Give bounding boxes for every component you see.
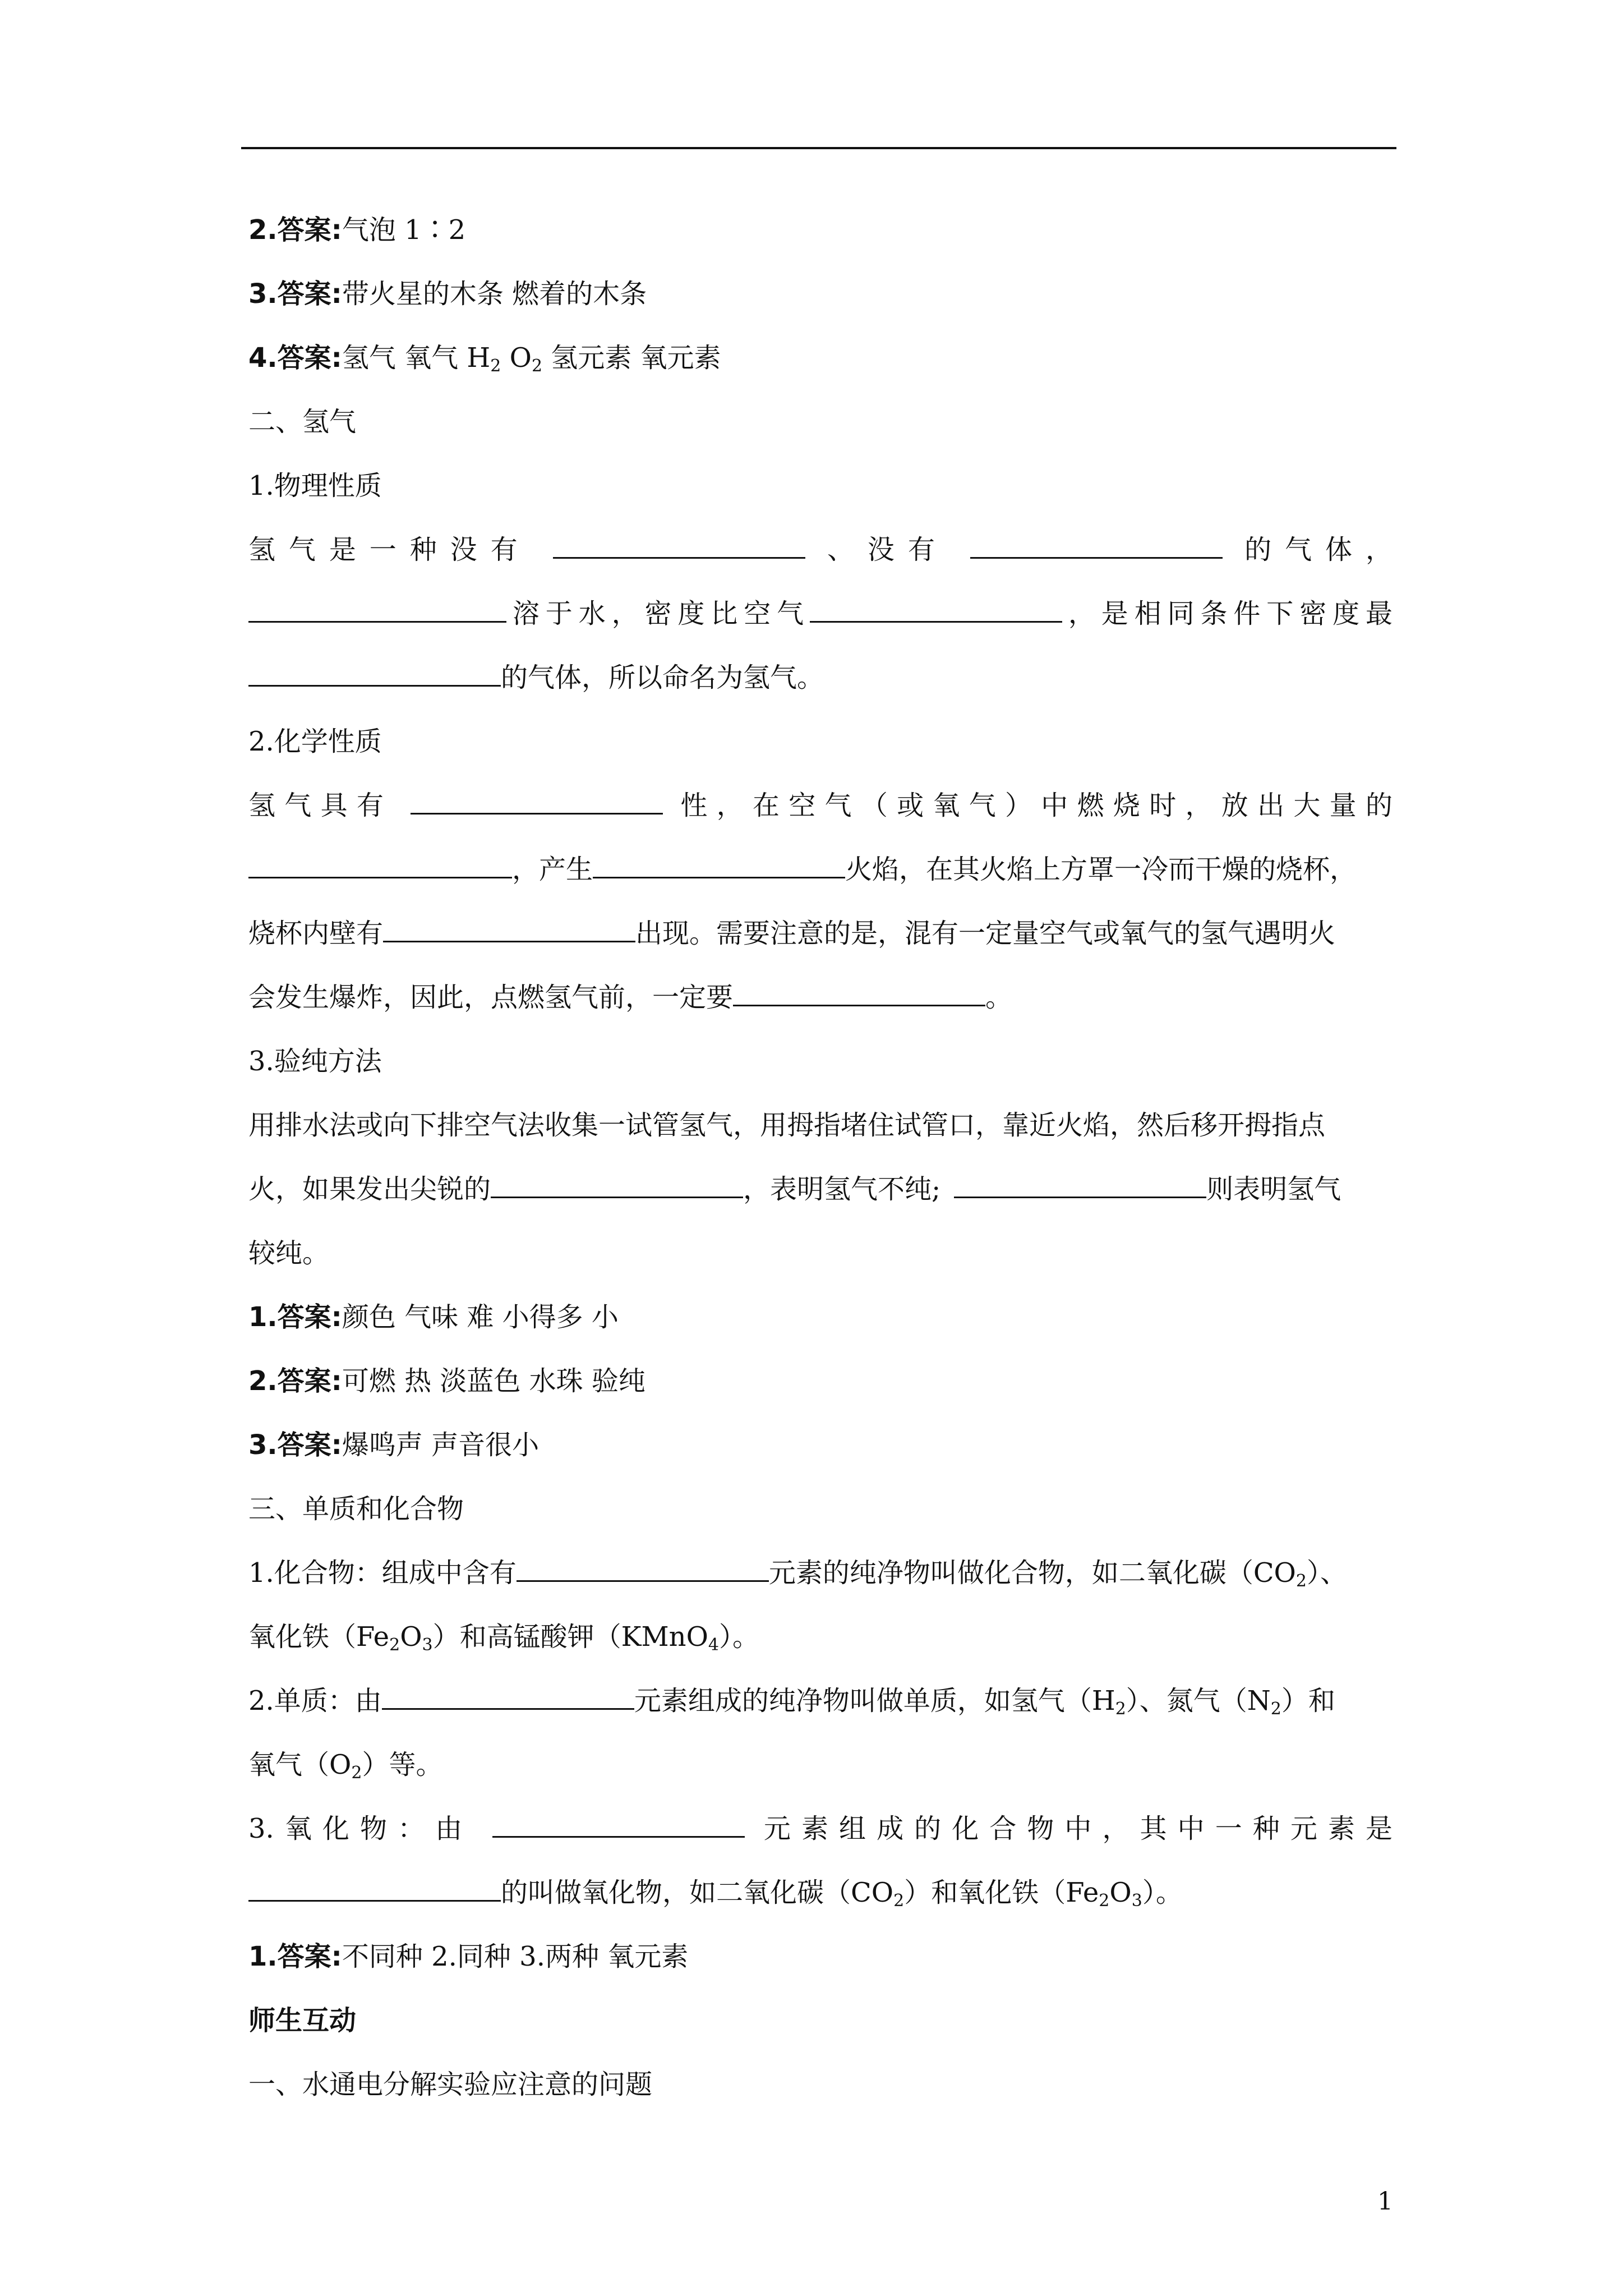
- text-span: 氢气具有: [248, 790, 393, 821]
- text-span: ）等。: [362, 1749, 443, 1780]
- text-span: ）。: [1142, 1877, 1183, 1908]
- fill-blank: [248, 597, 506, 623]
- section-heading: 一、水通电分解实验应注意的问题: [248, 2069, 653, 2100]
- paragraph-line: [248, 1684, 1393, 1718]
- fill-blank: [383, 917, 635, 942]
- page-number: 1: [1377, 2187, 1393, 2216]
- text-span: 氢气是一种没有: [248, 534, 531, 565]
- text-span: 则表明氢气: [1206, 1174, 1341, 1205]
- text-span: 的气体，所以命名为氢气。: [501, 662, 824, 693]
- text-span: ，产生: [512, 854, 593, 885]
- fill-blank: [593, 853, 845, 878]
- text-span: 会发生爆炸，因此，点燃氢气前，一定要: [248, 982, 734, 1013]
- text-span: 3.氧化物：由: [248, 1813, 473, 1844]
- answer-line: [248, 213, 1393, 247]
- text-span: 4.答案:: [248, 342, 342, 374]
- fill-blank: [492, 1812, 745, 1838]
- paragraph-line: [248, 1172, 1393, 1206]
- text-span: 1.答案:: [248, 1941, 342, 1972]
- text-span: ）、: [1307, 1557, 1348, 1589]
- text-span: 2.答案:: [248, 1365, 342, 1397]
- text-span: 2: [1295, 1571, 1307, 1591]
- text-span: ）。: [719, 1621, 760, 1653]
- subsection-heading: 3.验纯方法: [248, 1046, 382, 1077]
- text-span: ）和氧化铁（Fe: [904, 1877, 1099, 1908]
- paragraph-line: [248, 1812, 1393, 1846]
- text-span: 2.单质：由: [248, 1685, 382, 1717]
- text-span: 氢气 氧气 H: [342, 342, 491, 374]
- fill-blank: [517, 1557, 769, 1582]
- fill-blank: [733, 981, 985, 1006]
- text-span: 2: [1270, 1699, 1281, 1719]
- text-span: 烧杯内壁有: [248, 918, 384, 949]
- text-span: 、没有: [827, 534, 948, 565]
- section-heading: 三、单质和化合物: [248, 1493, 464, 1525]
- paragraph-line: [248, 1748, 1393, 1782]
- text-span: 3: [1131, 1891, 1142, 1911]
- subsection-heading: 1.物理性质: [248, 470, 382, 501]
- text-span: 可燃 热 淡蓝色 水珠 验纯: [342, 1365, 645, 1397]
- text-span: 火焰，在其火焰上方罩一冷而干燥的烧杯，: [845, 854, 1357, 885]
- text-span: ）和: [1281, 1685, 1335, 1717]
- text-span: 氢元素 氧元素: [542, 342, 721, 374]
- text-span: ）和高锰酸钾（KMnO: [432, 1621, 708, 1653]
- text-span: 带火星的木条 燃着的木条: [342, 278, 647, 310]
- text-span: 元素的纯净物叫做化合物，如二氧化碳（CO: [768, 1557, 1296, 1589]
- answer-line: [248, 1940, 1393, 1973]
- paragraph-line: [248, 853, 1393, 886]
- paragraph-line: 较纯。: [248, 1237, 330, 1269]
- fill-blank: [810, 597, 1062, 623]
- text-span: 。: [985, 982, 1013, 1013]
- fill-blank: [970, 533, 1223, 559]
- text-span: 氧化铁（Fe: [248, 1621, 390, 1653]
- text-span: 2: [389, 1635, 400, 1655]
- text-span: 颜色 气味 难 小得多 小: [342, 1301, 619, 1333]
- subsection-heading: 2.化学性质: [248, 726, 382, 757]
- answer-line: [248, 1364, 1393, 1398]
- text-span: 3: [422, 1635, 433, 1655]
- text-span: 溶于水，密度比空气: [506, 598, 810, 629]
- answer-line: [248, 1300, 1393, 1334]
- text-span: 2: [490, 356, 501, 376]
- fill-blank: [553, 533, 805, 559]
- fill-blank: [954, 1173, 1206, 1198]
- text-span: 2.答案:: [248, 214, 342, 246]
- section-heading: 师生互动: [248, 2005, 357, 2036]
- paragraph-line: [248, 981, 1393, 1014]
- section-heading: 二、氢气: [248, 406, 357, 438]
- text-span: 爆鸣声 声音很小: [342, 1429, 540, 1461]
- paragraph-line: [248, 1876, 1393, 1910]
- text-span: 2: [893, 1891, 905, 1911]
- fill-blank: [411, 789, 663, 815]
- text-span: 2: [531, 356, 543, 376]
- text-span: 元素组成的化合物中，其中一种元素是: [763, 1813, 1393, 1844]
- paragraph-line: [248, 1620, 1393, 1654]
- text-span: 4: [708, 1635, 720, 1655]
- text-span: 氧气（O: [248, 1749, 352, 1780]
- text-span: 不同种 2.同种 3.两种 氧元素: [342, 1941, 689, 1972]
- text-span: O: [400, 1621, 422, 1653]
- text-span: 3.答案:: [248, 278, 342, 310]
- answer-line: [248, 1428, 1393, 1462]
- text-span: O: [1109, 1877, 1132, 1908]
- answer-line: [248, 277, 1393, 311]
- paragraph-line: 用排水法或向下排空气法收集一试管氢气，用拇指堵住试管口，靠近火焰，然后移开拇指点: [248, 1110, 1326, 1141]
- text-span: 2: [1115, 1699, 1126, 1719]
- text-span: 2: [1099, 1891, 1110, 1911]
- text-span: 1.化合物：组成中含有: [248, 1557, 517, 1589]
- paragraph-line: [248, 597, 1393, 631]
- paragraph-line: [248, 533, 1393, 567]
- fill-blank: [248, 661, 501, 687]
- text-span: 的气体，: [1244, 534, 1393, 565]
- paragraph-line: [248, 789, 1393, 822]
- paragraph-line: [248, 661, 1393, 694]
- text-span: 火，如果发出尖锐的: [248, 1174, 491, 1205]
- text-span: 出现。需要注意的是，混有一定量空气或氧气的氢气遇明火: [635, 918, 1336, 949]
- answer-line: [248, 341, 1393, 375]
- paragraph-line: [248, 1556, 1393, 1590]
- text-span: 的叫做氧化物，如二氧化碳（CO: [501, 1877, 894, 1908]
- fill-blank: [382, 1685, 634, 1710]
- text-span: 元素组成的纯净物叫做单质，如氢气（H: [634, 1685, 1115, 1717]
- fill-blank: [248, 1876, 501, 1902]
- text-span: 3.答案:: [248, 1429, 342, 1461]
- paragraph-line: [248, 917, 1393, 950]
- text-span: O: [501, 342, 532, 374]
- fill-blank: [491, 1173, 743, 1198]
- text-span: ，表明氢气不纯;: [743, 1174, 941, 1205]
- text-span: 性，在空气（或氧气）中燃烧时，放出大量的: [680, 790, 1393, 821]
- text-span: ，是相同条件下密度最: [1062, 598, 1393, 629]
- text-span: 气泡 1∶2: [342, 214, 466, 246]
- text-span: 1.答案:: [248, 1301, 342, 1333]
- text-span: ）、氮气（N: [1126, 1685, 1271, 1717]
- header-rule: [241, 147, 1396, 149]
- fill-blank: [248, 853, 512, 878]
- text-span: 2: [351, 1763, 362, 1783]
